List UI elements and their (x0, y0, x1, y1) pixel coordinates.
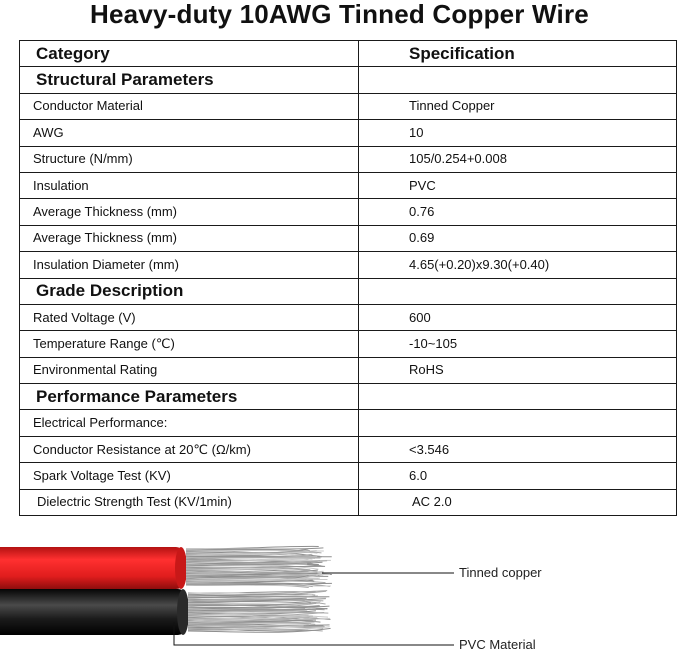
row-specification: 6.0 (359, 463, 677, 489)
table-row (20, 410, 677, 436)
row-specification: AC 2.0 (359, 489, 677, 515)
black-wire-jacket (0, 589, 188, 635)
row-specification (359, 410, 677, 436)
row-specification: 0.76 (359, 199, 677, 225)
wire-illustration (0, 535, 679, 651)
black-wire-end (177, 589, 189, 635)
tinned-copper-strands-bottom (188, 591, 331, 633)
page-title: Heavy-duty 10AWG Tinned Copper Wire (90, 0, 589, 29)
table-row (20, 225, 677, 251)
row-category: Structure (N/mm) (20, 146, 359, 172)
row-category: Temperature Range (℃) (20, 331, 359, 357)
table-row (20, 172, 677, 198)
header-category: Category (20, 41, 359, 67)
table-row (20, 331, 677, 357)
row-category: AWG (20, 120, 359, 146)
section-title: Structural Parameters (20, 67, 359, 93)
row-specification: PVC (359, 172, 677, 198)
row-specification: RoHS (359, 357, 677, 383)
row-specification (359, 67, 677, 93)
table-row (20, 436, 677, 462)
row-specification: 600 (359, 304, 677, 330)
row-specification: 10 (359, 120, 677, 146)
row-specification (359, 384, 677, 410)
section-row (20, 67, 677, 93)
row-category: Spark Voltage Test (KV) (20, 463, 359, 489)
table-row (20, 146, 677, 172)
row-specification: <3.546 (359, 436, 677, 462)
table-row (20, 252, 677, 278)
section-row (20, 384, 677, 410)
table-header-row (20, 41, 677, 67)
header-specification: Specification (359, 41, 677, 67)
tinned-copper-label: Tinned copper (459, 565, 542, 580)
table-row (20, 93, 677, 119)
table-row (20, 120, 677, 146)
row-category: Dielectric Strength Test (KV/1min) (20, 489, 359, 515)
row-category: Conductor Material (20, 93, 359, 119)
section-title: Performance Parameters (20, 384, 359, 410)
row-category: Average Thickness (mm) (20, 199, 359, 225)
pvc-material-label: PVC Material (459, 637, 536, 652)
row-category: Environmental Rating (20, 357, 359, 383)
row-category: Insulation Diameter (mm) (20, 252, 359, 278)
row-specification: 105/0.254+0.008 (359, 146, 677, 172)
row-category: Electrical Performance: (20, 410, 359, 436)
row-category: Average Thickness (mm) (20, 225, 359, 251)
table-row (20, 199, 677, 225)
red-wire-jacket (0, 547, 186, 589)
row-specification: 4.65(+0.20)x9.30(+0.40) (359, 252, 677, 278)
table-row (20, 304, 677, 330)
row-specification: 0.69 (359, 225, 677, 251)
section-title: Grade Description (20, 278, 359, 304)
row-category: Insulation (20, 172, 359, 198)
row-category: Rated Voltage (V) (20, 304, 359, 330)
row-specification: Tinned Copper (359, 93, 677, 119)
tinned-copper-strands-top (186, 546, 332, 587)
table-row (20, 463, 677, 489)
row-specification: -10~105 (359, 331, 677, 357)
row-category: Conductor Resistance at 20℃ (Ω/km) (20, 436, 359, 462)
row-specification (359, 278, 677, 304)
table-row (20, 489, 677, 515)
red-wire-end (175, 547, 187, 589)
section-row (20, 278, 677, 304)
table-row (20, 357, 677, 383)
spec-table (19, 40, 677, 516)
